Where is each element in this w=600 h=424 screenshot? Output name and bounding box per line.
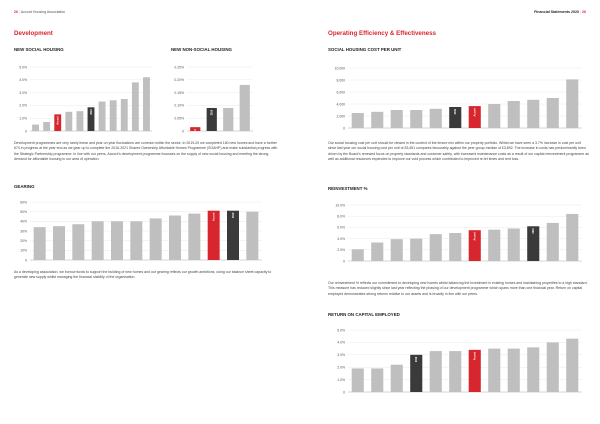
- bar: [352, 113, 364, 128]
- y-tick-label: 5.0%: [337, 328, 345, 333]
- y-tick-label: 10.0%: [335, 203, 345, 208]
- y-tick-label: 3.0%: [337, 353, 345, 358]
- bar: [188, 214, 200, 260]
- bar: [132, 82, 139, 131]
- y-tick-label: 4.0%: [337, 236, 345, 241]
- bar: [547, 98, 559, 128]
- bar-label: Accord: [194, 129, 198, 138]
- y-tick-label: 0: [25, 129, 27, 134]
- left-page-header: 26 | Accord Housing Association: [14, 10, 66, 14]
- bar-label: 2019: [89, 109, 93, 115]
- y-tick-label: 10%: [20, 248, 27, 253]
- gearing-paragraph: As a developing association, we borrow funds to support the building of new homes and our gearing reflects our growth ambitions, using our balance sheet capacity to generate new supply whilst managing the financial stability of the organisation.: [14, 270, 272, 280]
- bar-label: Accord: [473, 351, 477, 361]
- bar: [92, 221, 104, 260]
- roce-chart: [337, 328, 582, 395]
- gearing-chart-title: GEARING: [14, 184, 35, 189]
- bar: [130, 221, 142, 260]
- roce-chart-title: RETURN ON CAPITAL EMPLOYED: [328, 312, 400, 317]
- bar-label: 2019: [415, 356, 419, 363]
- y-tick-label: 3.0%: [19, 90, 27, 95]
- bar: [246, 212, 258, 260]
- left-org-name: Accord Housing Association: [20, 10, 66, 14]
- bar: [32, 125, 39, 131]
- gearing-chart: [20, 200, 262, 263]
- bar-label: Accord: [56, 116, 60, 125]
- y-tick-label: 1.0%: [337, 377, 345, 382]
- y-tick-label: 4,000: [336, 102, 345, 107]
- bar: [547, 342, 559, 392]
- y-tick-label: 6,000: [336, 90, 345, 95]
- bar: [150, 218, 162, 260]
- bar: [508, 101, 520, 128]
- bar: [110, 100, 117, 131]
- y-tick-label: 0: [343, 126, 345, 131]
- y-tick-label: 30%: [20, 229, 27, 234]
- y-tick-label: 60%: [20, 200, 27, 205]
- bar: [65, 112, 72, 131]
- bar: [169, 216, 181, 260]
- development-paragraph: Development programmes are very rarely linear and year on year fluctuations are common within the sector. In 2019-20 we completed 160 new homes and have a further 674 in progress at the year end as we gear up to complete the 2016-2021 Shared Ownership Affordable Homes Programme (SOAHP) and make substantial progress with the Strategic Partnership programme. In line with our peers, Accord's development programme focusses on the supply of new social housing and meeting the strong demand for affordable housing in our area of operation.: [14, 141, 278, 162]
- bar: [488, 104, 500, 128]
- bar: [430, 234, 442, 261]
- bar: [143, 77, 150, 131]
- bar: [352, 368, 364, 392]
- bar: [111, 221, 123, 260]
- y-tick-label: 0: [343, 259, 345, 264]
- y-tick-label: 4.0%: [337, 340, 345, 345]
- bar: [449, 351, 461, 392]
- bar: [352, 249, 364, 261]
- y-tick-label: 0.15%: [174, 90, 184, 95]
- bar: [508, 349, 520, 392]
- left-page-number: 26: [14, 10, 18, 14]
- bar: [527, 347, 539, 392]
- bar: [371, 368, 383, 392]
- y-tick-label: 2.0%: [19, 103, 27, 108]
- y-tick-label: 4.0%: [19, 78, 27, 83]
- cost-chart-title: SOCIAL HOUSING COST PER UNIT: [328, 47, 402, 52]
- y-tick-label: 40%: [20, 219, 27, 224]
- bar-label: Accord: [473, 232, 477, 241]
- social-housing-chart: [19, 65, 152, 134]
- bar: [391, 239, 403, 261]
- bar: [410, 110, 422, 128]
- y-tick-label: 10,000: [334, 66, 345, 71]
- y-tick-label: 0: [25, 258, 27, 263]
- y-tick-label: 0: [343, 390, 345, 395]
- bar: [430, 109, 442, 128]
- social-chart-title: NEW SOCIAL HOUSING: [14, 47, 64, 52]
- bar: [53, 226, 65, 260]
- right-page-header: Financial Statements 2020 | 26: [534, 10, 586, 14]
- bar: [391, 110, 403, 128]
- bar: [547, 223, 559, 261]
- bar: [449, 233, 461, 261]
- development-section-title: Development: [14, 30, 53, 37]
- bar-label: 2019: [210, 109, 214, 116]
- bar-label: Accord: [212, 212, 216, 221]
- reinvestment-paragraph: Our reinvestment % reflects our commitment to developing new homes whilst balancing the investment in existing homes and maintaining properties to a high standard. This measure has reduced slightly since last year reflecting the phasing of our development programme which spans more than one financial year. Return on capital employed demonstrates strong returns relative to our assets and is broadly in line with our peers.: [328, 281, 588, 296]
- y-tick-label: 20%: [20, 238, 27, 243]
- bar: [391, 365, 403, 392]
- y-tick-label: 6.0%: [337, 225, 345, 230]
- bar: [371, 112, 383, 128]
- nonsocial-housing-chart: [174, 65, 253, 138]
- bar: [488, 349, 500, 392]
- bar: [223, 108, 233, 131]
- reinvestment-chart: [335, 203, 582, 264]
- bar: [410, 239, 422, 261]
- bar: [566, 214, 578, 261]
- right-header-title: Financial Statements 2020: [534, 10, 580, 14]
- right-page-number: 26: [582, 10, 586, 14]
- nonsocial-chart-title: NEW NON-SOCIAL HOUSING: [171, 47, 232, 52]
- y-tick-label: 0.20%: [174, 78, 184, 83]
- y-tick-label: 5.0%: [19, 65, 27, 70]
- bar-label: 2019: [231, 212, 235, 219]
- y-tick-label: 8.0%: [337, 214, 345, 219]
- bar: [240, 85, 250, 131]
- bar: [34, 227, 46, 260]
- bar: [76, 111, 83, 131]
- bar: [508, 229, 520, 261]
- bar: [371, 243, 383, 261]
- bar-label: 2019: [454, 109, 458, 115]
- bar: [99, 102, 106, 131]
- bar: [72, 224, 84, 260]
- cost-paragraph: Our social housing cost per unit should be viewed in the context of the tenure mix within our property portfolio. Whilst we have seen a 3.7% increase in cost per unit since last year our social housing cost per unit of £3,651 compares favourably against the peer group median of £3,892. The increase in costs has predominantly been driven by the Board's renewed focus on property standards and customer safety, with increased maintenance costs as a result of our capital reinvestment programme as well as additional resources expended to improve our void process which contributed to improved re-let times and rent loss.: [328, 141, 589, 162]
- reinvestment-chart-title: REINVESTMENT %: [328, 186, 368, 191]
- bar: [566, 79, 578, 128]
- cost-per-unit-chart: [334, 66, 582, 131]
- y-tick-label: 0.10%: [174, 103, 184, 108]
- y-tick-label: 0: [182, 129, 184, 134]
- bar: [430, 351, 442, 392]
- bar-label: Accord: [473, 108, 477, 117]
- y-tick-label: 2,000: [336, 114, 345, 119]
- y-tick-label: 50%: [20, 209, 27, 214]
- y-tick-label: 1.0%: [19, 116, 27, 121]
- bar: [488, 230, 500, 261]
- bar: [121, 99, 128, 131]
- bar: [43, 122, 50, 131]
- y-tick-label: 2.0%: [337, 365, 345, 370]
- bar: [527, 100, 539, 128]
- y-tick-label: 0.25%: [174, 65, 184, 70]
- y-tick-label: 8,000: [336, 78, 345, 83]
- bar: [566, 339, 578, 392]
- operating-efficiency-section-title: Operating Efficiency & Effectiveness: [328, 30, 436, 37]
- y-tick-label: 0.05%: [174, 116, 184, 121]
- bar-label: 2019: [532, 228, 536, 234]
- y-tick-label: 2.0%: [337, 248, 345, 253]
